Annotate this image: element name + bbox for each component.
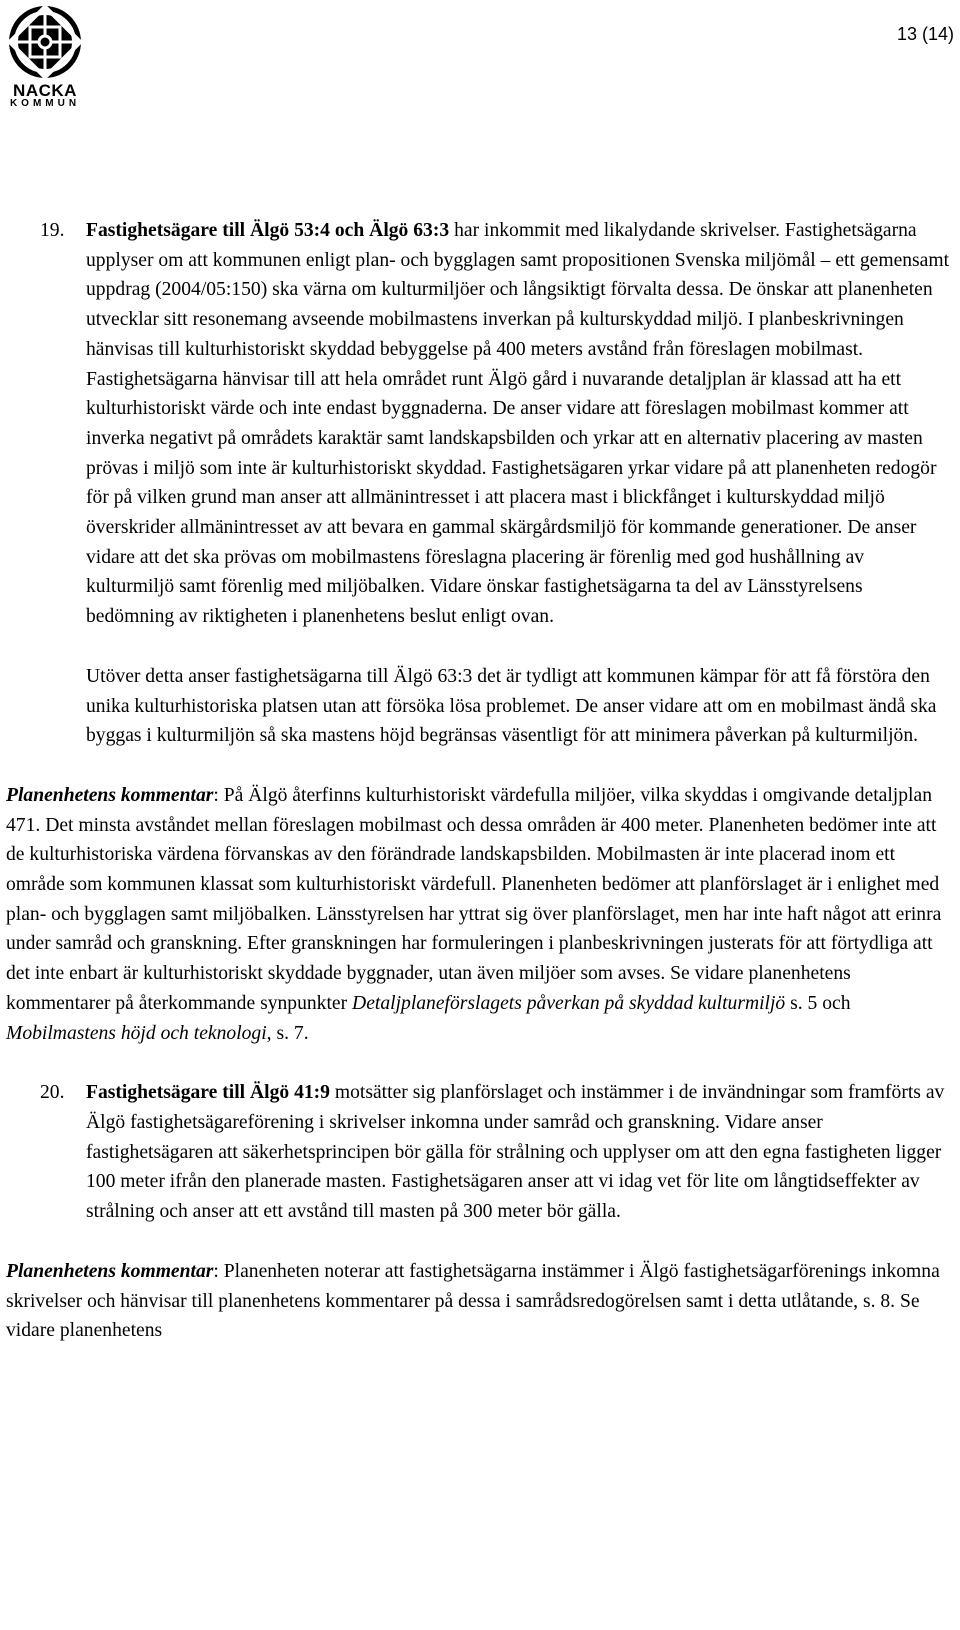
- list-item-19: [6, 216, 950, 751]
- item-19-text: har inkommit med likalydande skrivelser. Fastighetsägarna upplyser om att kommunen enligt plan- och bygglagen samt propositionen Svenska miljömål – ett gemensamt uppdrag (2004/05:150) ska värna om kulturmiljöer och långsiktigt förvalta dessa. De önskar att planenheten utvecklar sitt resonemang avseende mobilmastens inverkan på kulturskyddad miljö. I planbeskrivningen hänvisas till kulturhistoriskt skyddad bebyggelse på 400 meters avstånd från föreslagen mobilmast. Fastighetsägarna hänvisar till att hela området runt Älgö gård i nuvarande detaljplan är klassad att ha ett kulturhistoriskt värde och inte endast byggnaderna. De anser vidare att föreslagen mobilmast kommer att inverka negativt på områdets karaktär samt landskapsbilden och yrkar att en alternativ placering av masten prövas i miljö som inte är kulturhistoriskt skyddad. Fastighetsägaren yrkar vidare på att planenheten redogör för på vilken grund man anser att allmänintresset i att placera mast i blickfånget i kulturskyddad miljö överskrider allmänintresset av att bevara en gammal skärgårdsmiljö för kommande generationer. De anser vidare att det ska prövas om mobilmastens föreslagna placering är förenlig med god hushållning av kulturmiljö samt förenlig med miljöbalken. Vidare önskar fastighetsägarna ta del av Länsstyrelsens bedömning av riktigheten i planenhetens beslut enligt ovan.: [86, 220, 950, 628]
- document-body: [6, 216, 950, 1346]
- comment-label: Planenhetens kommentar: [6, 1260, 214, 1282]
- comment-19-end: , s. 7.: [266, 1022, 309, 1044]
- comment-20-text: : Planenheten noterar att fastighetsägarna instämmer i Älgö fastighetsägarförenings inkomna skrivelser och hänvisar till planenhetens kommentarer på dessa i samrådsredogörelsen samt i detta utlåtande, s. 8. Se vidare planenhetens: [6, 1260, 940, 1342]
- page-number: 13 (14): [896, 24, 954, 44]
- item-20-paragraph: [86, 1078, 950, 1227]
- nacka-kommun-logo: [6, 4, 84, 109]
- logo-subtitle: KOMMUN: [9, 98, 81, 109]
- comment-19-text: : På Älgö återfinns kulturhistoriskt värdefulla miljöer, vilka skyddas i omgivande detaljplan 471. Det minsta avståndet mellan föreslagen mobilmast och dessa områden är 400 meter. Planenheten bedömer inte att de kulturhistoriska värdena förvanskas av den förändrade landskapsbilden. Mobilmasten är inte placerad inom ett område som kommunen klassat som kulturhistoriskt värdefull. Planenheten bedömer att planförslaget är i enlighet med plan- och bygglagen samt miljöbalken. Länsstyrelsen har yttrat sig över planförslaget, men har inte haft något att erinra under samråd och granskning. Efter granskningen har formuleringen i planbeskrivningen justerats för att förtydliga att det inte enbart är kulturhistoriskt skyddade byggnader, utan även miljöer som avses. Se vidare planenhetens kommentarer på återkommande synpunkter: [6, 784, 942, 1014]
- nacka-emblem-icon: [6, 4, 84, 80]
- item-20-text: motsätter sig planförslaget och instämmer i de invändningar som framförts av Älgö fastighetsägareförening i skrivelser inkomna under samråd och granskning. Vidare anser fastighetsägaren att säkerhetsprincipen bör gälla för strålning och upplyser om att den egna fastigheten ligger 100 meter ifrån den planerade masten. Fastighetsägaren anser att vi idag vet för lite om långtidseffekter av strålning och anser att ett avstånd till masten på 300 meter bör gälla.: [86, 1082, 945, 1223]
- comment-ref-1: Detaljplaneförslagets påverkan på skyddad kulturmiljö: [352, 992, 786, 1014]
- item-19-title: Fastighetsägare till Älgö 53:4 och Älgö 63:3: [86, 220, 450, 241]
- comment-19: [6, 781, 950, 1048]
- comment-20: [6, 1257, 950, 1346]
- item-19-paragraph: [86, 216, 950, 632]
- list-item-20: [6, 1078, 950, 1227]
- comment-19-mid: s. 5 och: [785, 992, 851, 1014]
- item-number: 19.: [40, 220, 65, 241]
- item-20-title: Fastighetsägare till Älgö 41:9: [86, 1082, 330, 1104]
- item-19-paragraph-2: Utöver detta anser fastighetsägarna till Älgö 63:3 det är tydligt att kommunen kämpar för att få förstöra den unika kulturhistoriska platsen utan att försöka lösa problemet. De anser vidare att om en mobilmast ändå ska byggas i kulturmiljön så ska mastens höjd begränsas väsentligt för att minimera påverkan på kulturmiljön.: [86, 665, 937, 747]
- comment-label: Planenhetens kommentar: [6, 784, 214, 806]
- logo-name: NACKA: [13, 81, 77, 100]
- comment-ref-2: Mobilmastens höjd och teknologi: [6, 1022, 267, 1044]
- item-number: 20.: [40, 1082, 65, 1104]
